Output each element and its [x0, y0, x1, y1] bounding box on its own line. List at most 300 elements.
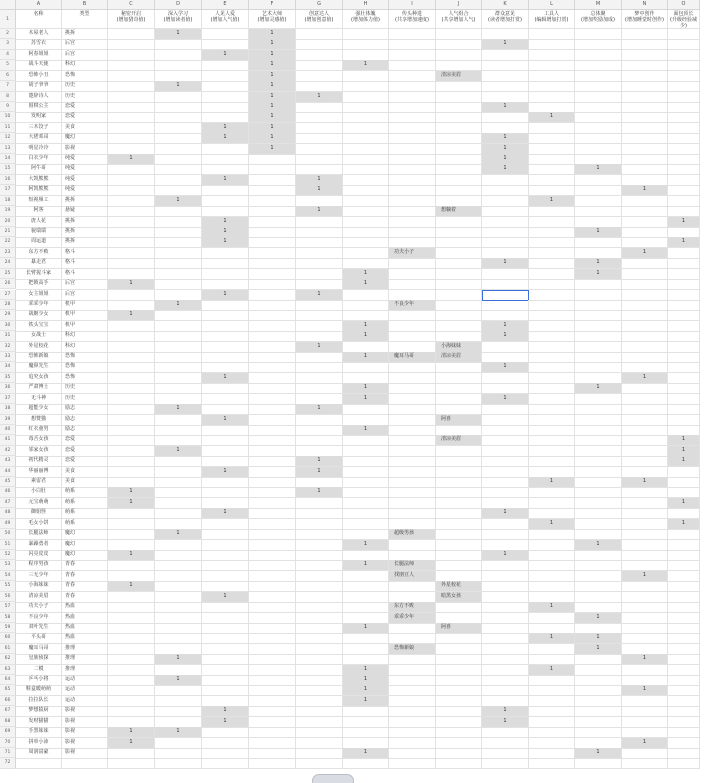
- cell-d34[interactable]: [155, 362, 202, 373]
- row-header-54[interactable]: 54: [0, 571, 16, 581]
- cell-h48[interactable]: [343, 508, 389, 519]
- cell-b40[interactable]: 励志: [62, 425, 108, 436]
- row-header-32[interactable]: 32: [0, 342, 16, 352]
- cell-c19[interactable]: [108, 206, 155, 217]
- cell-f4[interactable]: 1: [249, 50, 296, 61]
- cell-n49[interactable]: [622, 519, 668, 530]
- cell-f51[interactable]: [249, 540, 296, 551]
- cell-e7[interactable]: [202, 81, 249, 92]
- cell-o18[interactable]: [668, 196, 700, 207]
- cell-i33[interactable]: 魔耳马哥: [389, 352, 436, 363]
- cell-j67[interactable]: [436, 706, 482, 717]
- cell-j58[interactable]: [436, 613, 482, 624]
- cell-f60[interactable]: [249, 633, 296, 644]
- cell-b19[interactable]: 悬疑: [62, 206, 108, 217]
- cell-g50[interactable]: [296, 529, 343, 540]
- cell-g9[interactable]: [296, 102, 343, 113]
- cell-f43[interactable]: [249, 456, 296, 467]
- cell-k60[interactable]: [482, 633, 529, 644]
- row-header-11[interactable]: 11: [0, 123, 16, 133]
- cell-o69[interactable]: [668, 727, 700, 738]
- cell-k62[interactable]: [482, 654, 529, 665]
- cell-f63[interactable]: [249, 665, 296, 676]
- cell-g45[interactable]: [296, 477, 343, 488]
- cell-b71[interactable]: 影视: [62, 748, 108, 759]
- cell-b64[interactable]: 运动: [62, 675, 108, 686]
- empty-cell[interactable]: [296, 758, 343, 769]
- cell-k25[interactable]: [482, 269, 529, 280]
- cell-d47[interactable]: [155, 498, 202, 509]
- cell-f28[interactable]: [249, 300, 296, 311]
- cell-f11[interactable]: 1: [249, 123, 296, 134]
- cell-h38[interactable]: [343, 404, 389, 415]
- cell-j60[interactable]: [436, 633, 482, 644]
- cell-l68[interactable]: [529, 717, 575, 728]
- cell-f42[interactable]: [249, 446, 296, 457]
- cell-c63[interactable]: [108, 665, 155, 676]
- cell-m58[interactable]: 1: [575, 613, 622, 624]
- row-header-47[interactable]: 47: [0, 498, 16, 508]
- cell-m18[interactable]: [575, 196, 622, 207]
- cell-d69[interactable]: 1: [155, 727, 202, 738]
- cell-a20[interactable]: 唐人花: [16, 217, 62, 228]
- cell-d15[interactable]: [155, 164, 202, 175]
- cell-e12[interactable]: 1: [202, 133, 249, 144]
- cell-h23[interactable]: [343, 248, 389, 259]
- cell-m34[interactable]: [575, 362, 622, 373]
- cell-k23[interactable]: [482, 248, 529, 259]
- cell-a21[interactable]: 貌瑞瑞: [16, 227, 62, 238]
- cell-h67[interactable]: [343, 706, 389, 717]
- cell-d18[interactable]: 1: [155, 196, 202, 207]
- empty-cell[interactable]: [202, 758, 249, 769]
- cell-a29[interactable]: 战姬少女: [16, 310, 62, 321]
- cell-h24[interactable]: [343, 258, 389, 269]
- cell-n69[interactable]: [622, 727, 668, 738]
- cell-b46[interactable]: 萌系: [62, 487, 108, 498]
- cell-f45[interactable]: [249, 477, 296, 488]
- cell-d16[interactable]: [155, 175, 202, 186]
- cell-m11[interactable]: [575, 123, 622, 134]
- cell-i47[interactable]: [389, 498, 436, 509]
- cell-d43[interactable]: [155, 456, 202, 467]
- row-header-63[interactable]: 63: [0, 665, 16, 675]
- cell-n53[interactable]: [622, 560, 668, 571]
- row-header-4[interactable]: 4: [0, 50, 16, 60]
- cell-e38[interactable]: [202, 404, 249, 415]
- cell-b34[interactable]: 恐怖: [62, 362, 108, 373]
- cell-h18[interactable]: [343, 196, 389, 207]
- cell-e59[interactable]: [202, 623, 249, 634]
- column-header-o[interactable]: O: [668, 0, 700, 10]
- cell-c29[interactable]: 1: [108, 310, 155, 321]
- cell-d22[interactable]: [155, 237, 202, 248]
- row-header-56[interactable]: 56: [0, 592, 16, 602]
- cell-b6[interactable]: 恐怖: [62, 71, 108, 82]
- cell-b9[interactable]: 恋爱: [62, 102, 108, 113]
- row-header-27[interactable]: 27: [0, 290, 16, 300]
- cell-j9[interactable]: [436, 102, 482, 113]
- cell-j17[interactable]: [436, 185, 482, 196]
- row-header-15[interactable]: 15: [0, 164, 16, 174]
- empty-cell[interactable]: [343, 758, 389, 769]
- cell-c52[interactable]: 1: [108, 550, 155, 561]
- cell-h15[interactable]: [343, 164, 389, 175]
- cell-l70[interactable]: [529, 738, 575, 749]
- cell-c57[interactable]: [108, 602, 155, 613]
- cell-g29[interactable]: [296, 310, 343, 321]
- cell-a12[interactable]: 大佬邓哥: [16, 133, 62, 144]
- cell-a61[interactable]: 魔耳马哥: [16, 644, 62, 655]
- cell-k2[interactable]: [482, 29, 529, 40]
- cell-c44[interactable]: [108, 467, 155, 478]
- cell-h64[interactable]: 1: [343, 675, 389, 686]
- cell-j54[interactable]: [436, 571, 482, 582]
- cell-h28[interactable]: [343, 300, 389, 311]
- cell-j39[interactable]: 阿喜: [436, 415, 482, 426]
- cell-c71[interactable]: [108, 748, 155, 759]
- cell-b55[interactable]: 青春: [62, 581, 108, 592]
- cell-d3[interactable]: [155, 39, 202, 50]
- cell-l56[interactable]: [529, 592, 575, 603]
- cell-k70[interactable]: [482, 738, 529, 749]
- cell-n11[interactable]: [622, 123, 668, 134]
- cell-c60[interactable]: [108, 633, 155, 644]
- cell-c38[interactable]: [108, 404, 155, 415]
- cell-c11[interactable]: [108, 123, 155, 134]
- cell-o3[interactable]: [668, 39, 700, 50]
- cell-e32[interactable]: [202, 342, 249, 353]
- cell-n34[interactable]: [622, 362, 668, 373]
- cell-e45[interactable]: [202, 477, 249, 488]
- cell-d56[interactable]: [155, 592, 202, 603]
- cell-f32[interactable]: [249, 342, 296, 353]
- cell-m4[interactable]: [575, 50, 622, 61]
- cell-i19[interactable]: [389, 206, 436, 217]
- cell-b41[interactable]: 恋爱: [62, 435, 108, 446]
- cell-m70[interactable]: [575, 738, 622, 749]
- cell-k22[interactable]: [482, 237, 529, 248]
- cell-n54[interactable]: 1: [622, 571, 668, 582]
- cell-l50[interactable]: [529, 529, 575, 540]
- cell-m32[interactable]: [575, 342, 622, 353]
- cell-e31[interactable]: [202, 331, 249, 342]
- cell-m67[interactable]: [575, 706, 622, 717]
- cell-f54[interactable]: [249, 571, 296, 582]
- cell-d21[interactable]: [155, 227, 202, 238]
- cell-d23[interactable]: [155, 248, 202, 259]
- cell-a15[interactable]: 阿牛哥: [16, 164, 62, 175]
- cell-f22[interactable]: [249, 237, 296, 248]
- cell-d7[interactable]: 1: [155, 81, 202, 92]
- cell-k4[interactable]: [482, 50, 529, 61]
- cell-d4[interactable]: [155, 50, 202, 61]
- cell-b51[interactable]: 魔幻: [62, 540, 108, 551]
- cell-c58[interactable]: [108, 613, 155, 624]
- cell-f30[interactable]: [249, 321, 296, 332]
- cell-g42[interactable]: [296, 446, 343, 457]
- cell-a26[interactable]: 把锁高手: [16, 279, 62, 290]
- cell-g34[interactable]: [296, 362, 343, 373]
- cell-k7[interactable]: [482, 81, 529, 92]
- cell-i2[interactable]: [389, 29, 436, 40]
- row-header-65[interactable]: 65: [0, 685, 16, 695]
- cell-o30[interactable]: [668, 321, 700, 332]
- cell-e18[interactable]: [202, 196, 249, 207]
- cell-d52[interactable]: [155, 550, 202, 561]
- header-cell-m[interactable]: 总体聚 (增加奖励加成): [575, 10, 622, 29]
- cell-j46[interactable]: [436, 487, 482, 498]
- cell-m63[interactable]: [575, 665, 622, 676]
- cell-f59[interactable]: [249, 623, 296, 634]
- cell-m5[interactable]: [575, 60, 622, 71]
- cell-i45[interactable]: [389, 477, 436, 488]
- row-header-28[interactable]: 28: [0, 300, 16, 310]
- cell-m43[interactable]: [575, 456, 622, 467]
- cell-e66[interactable]: [202, 696, 249, 707]
- cell-k67[interactable]: 1: [482, 706, 529, 717]
- cell-i49[interactable]: [389, 519, 436, 530]
- cell-h16[interactable]: [343, 175, 389, 186]
- cell-m39[interactable]: [575, 415, 622, 426]
- cell-k37[interactable]: 1: [482, 394, 529, 405]
- cell-f40[interactable]: [249, 425, 296, 436]
- cell-i46[interactable]: [389, 487, 436, 498]
- cell-k61[interactable]: [482, 644, 529, 655]
- empty-cell[interactable]: [622, 758, 668, 769]
- cell-n33[interactable]: [622, 352, 668, 363]
- cell-a11[interactable]: 三木饺子: [16, 123, 62, 134]
- cell-g40[interactable]: [296, 425, 343, 436]
- cell-f18[interactable]: [249, 196, 296, 207]
- cell-k29[interactable]: [482, 310, 529, 321]
- cell-c15[interactable]: [108, 164, 155, 175]
- cell-j61[interactable]: [436, 644, 482, 655]
- cell-d2[interactable]: 1: [155, 29, 202, 40]
- cell-a71[interactable]: 周润富豪: [16, 748, 62, 759]
- row-header-67[interactable]: 67: [0, 706, 16, 716]
- select-all-corner[interactable]: [0, 0, 16, 10]
- cell-l22[interactable]: [529, 237, 575, 248]
- cell-o58[interactable]: [668, 613, 700, 624]
- cell-e22[interactable]: 1: [202, 237, 249, 248]
- cell-d9[interactable]: [155, 102, 202, 113]
- cell-k21[interactable]: [482, 227, 529, 238]
- header-cell-f[interactable]: 艺术大师 (增加灵感值): [249, 10, 296, 29]
- cell-d25[interactable]: [155, 269, 202, 280]
- cell-o6[interactable]: [668, 71, 700, 82]
- cell-i3[interactable]: [389, 39, 436, 50]
- cell-h59[interactable]: 1: [343, 623, 389, 634]
- cell-d29[interactable]: [155, 310, 202, 321]
- cell-e43[interactable]: [202, 456, 249, 467]
- cell-e13[interactable]: [202, 144, 249, 155]
- header-cell-i[interactable]: 传头种进 (共享增加速度): [389, 10, 436, 29]
- cell-a23[interactable]: 东方不败: [16, 248, 62, 259]
- cell-f53[interactable]: [249, 560, 296, 571]
- cell-d42[interactable]: 1: [155, 446, 202, 457]
- cell-b4[interactable]: 后宫: [62, 50, 108, 61]
- cell-h54[interactable]: [343, 571, 389, 582]
- cell-g48[interactable]: [296, 508, 343, 519]
- cell-i42[interactable]: [389, 446, 436, 457]
- cell-k6[interactable]: [482, 71, 529, 82]
- cell-i34[interactable]: [389, 362, 436, 373]
- cell-g5[interactable]: [296, 60, 343, 71]
- cell-j45[interactable]: [436, 477, 482, 488]
- cell-j31[interactable]: [436, 331, 482, 342]
- cell-a41[interactable]: 毒舌女孩: [16, 435, 62, 446]
- cell-f6[interactable]: 1: [249, 71, 296, 82]
- cell-o43[interactable]: 1: [668, 456, 700, 467]
- cell-c18[interactable]: [108, 196, 155, 207]
- cell-k40[interactable]: [482, 425, 529, 436]
- cell-k17[interactable]: [482, 185, 529, 196]
- cell-g70[interactable]: [296, 738, 343, 749]
- cell-n62[interactable]: 1: [622, 654, 668, 665]
- cell-n27[interactable]: [622, 290, 668, 301]
- cell-k52[interactable]: 1: [482, 550, 529, 561]
- cell-o38[interactable]: [668, 404, 700, 415]
- cell-j29[interactable]: [436, 310, 482, 321]
- cell-m29[interactable]: [575, 310, 622, 321]
- cell-o15[interactable]: [668, 164, 700, 175]
- cell-c24[interactable]: [108, 258, 155, 269]
- cell-m51[interactable]: 1: [575, 540, 622, 551]
- header-cell-l[interactable]: 工具人 (编辑增加打赏): [529, 10, 575, 29]
- cell-n10[interactable]: [622, 112, 668, 123]
- header-cell-e[interactable]: 人见人爱 (增加人气值): [202, 10, 249, 29]
- cell-f16[interactable]: [249, 175, 296, 186]
- cell-e42[interactable]: [202, 446, 249, 457]
- cell-m53[interactable]: [575, 560, 622, 571]
- header-cell-o[interactable]: 面包顶长 (升级经验减少): [668, 10, 700, 29]
- cell-j56[interactable]: 暗黑女孩: [436, 592, 482, 603]
- cell-b58[interactable]: 热血: [62, 613, 108, 624]
- cell-l69[interactable]: [529, 727, 575, 738]
- cell-l2[interactable]: [529, 29, 575, 40]
- cell-h30[interactable]: 1: [343, 321, 389, 332]
- cell-m56[interactable]: [575, 592, 622, 603]
- cell-g20[interactable]: [296, 217, 343, 228]
- row-header-38[interactable]: 38: [0, 404, 16, 414]
- cell-o16[interactable]: [668, 175, 700, 186]
- cell-n18[interactable]: [622, 196, 668, 207]
- cell-b53[interactable]: 青春: [62, 560, 108, 571]
- cell-i31[interactable]: [389, 331, 436, 342]
- empty-cell[interactable]: [108, 758, 155, 769]
- cell-a68[interactable]: 发财猫猫: [16, 717, 62, 728]
- row-header-58[interactable]: 58: [0, 613, 16, 623]
- cell-c9[interactable]: [108, 102, 155, 113]
- cell-e14[interactable]: [202, 154, 249, 165]
- cell-k5[interactable]: [482, 60, 529, 71]
- cell-n47[interactable]: [622, 498, 668, 509]
- cell-e39[interactable]: 1: [202, 415, 249, 426]
- cell-n65[interactable]: 1: [622, 685, 668, 696]
- cell-n15[interactable]: [622, 164, 668, 175]
- row-header-68[interactable]: 68: [0, 717, 16, 727]
- cell-a58[interactable]: 不良少年: [16, 613, 62, 624]
- cell-m14[interactable]: [575, 154, 622, 165]
- cell-h65[interactable]: 1: [343, 685, 389, 696]
- cell-k48[interactable]: 1: [482, 508, 529, 519]
- cell-b49[interactable]: 萌系: [62, 519, 108, 530]
- cell-e9[interactable]: [202, 102, 249, 113]
- cell-b36[interactable]: 历史: [62, 383, 108, 394]
- cell-a60[interactable]: 平头哥: [16, 633, 62, 644]
- cell-h50[interactable]: [343, 529, 389, 540]
- row-header-69[interactable]: 69: [0, 727, 16, 737]
- cell-a16[interactable]: 大凯熊熊: [16, 175, 62, 186]
- cell-n40[interactable]: [622, 425, 668, 436]
- cell-d40[interactable]: [155, 425, 202, 436]
- cell-i61[interactable]: 恐怖新娘: [389, 644, 436, 655]
- empty-cell[interactable]: [575, 758, 622, 769]
- cell-h11[interactable]: [343, 123, 389, 134]
- row-header-59[interactable]: 59: [0, 623, 16, 633]
- cell-m69[interactable]: [575, 727, 622, 738]
- cell-m16[interactable]: [575, 175, 622, 186]
- cell-g35[interactable]: [296, 373, 343, 384]
- cell-f13[interactable]: 1: [249, 144, 296, 155]
- cell-l64[interactable]: [529, 675, 575, 686]
- cell-a49[interactable]: 毛女小饼: [16, 519, 62, 530]
- cell-c28[interactable]: [108, 300, 155, 311]
- cell-h41[interactable]: [343, 435, 389, 446]
- cell-h39[interactable]: [343, 415, 389, 426]
- cell-d32[interactable]: [155, 342, 202, 353]
- cell-d13[interactable]: [155, 144, 202, 155]
- cell-d61[interactable]: [155, 644, 202, 655]
- cell-j63[interactable]: [436, 665, 482, 676]
- cell-i63[interactable]: [389, 665, 436, 676]
- cell-k36[interactable]: [482, 383, 529, 394]
- cell-a46[interactable]: 小白肚: [16, 487, 62, 498]
- cell-o53[interactable]: [668, 560, 700, 571]
- cell-b42[interactable]: 恋爱: [62, 446, 108, 457]
- cell-i7[interactable]: [389, 81, 436, 92]
- cell-b5[interactable]: 科幻: [62, 60, 108, 71]
- cell-k46[interactable]: [482, 487, 529, 498]
- cell-l12[interactable]: [529, 133, 575, 144]
- empty-cell[interactable]: [249, 758, 296, 769]
- cell-g47[interactable]: [296, 498, 343, 509]
- cell-b13[interactable]: 影视: [62, 144, 108, 155]
- cell-b54[interactable]: 青春: [62, 571, 108, 582]
- cell-d58[interactable]: [155, 613, 202, 624]
- cell-g68[interactable]: [296, 717, 343, 728]
- cell-i28[interactable]: 不良少年: [389, 300, 436, 311]
- cell-m57[interactable]: [575, 602, 622, 613]
- cell-k57[interactable]: [482, 602, 529, 613]
- cell-a18[interactable]: 短视频工: [16, 196, 62, 207]
- cell-j32[interactable]: 小海妹妹: [436, 342, 482, 353]
- cell-i16[interactable]: [389, 175, 436, 186]
- cell-a70[interactable]: 拼单小沛: [16, 738, 62, 749]
- cell-e2[interactable]: [202, 29, 249, 40]
- cell-f5[interactable]: 1: [249, 60, 296, 71]
- cell-j41[interactable]: 清凉美眉: [436, 435, 482, 446]
- cell-o20[interactable]: 1: [668, 217, 700, 228]
- cell-l10[interactable]: 1: [529, 112, 575, 123]
- cell-b14[interactable]: 纯爱: [62, 154, 108, 165]
- cell-h12[interactable]: [343, 133, 389, 144]
- cell-l47[interactable]: [529, 498, 575, 509]
- cell-a54[interactable]: 三无少年: [16, 571, 62, 582]
- cell-a24[interactable]: 暴走君: [16, 258, 62, 269]
- cell-n30[interactable]: [622, 321, 668, 332]
